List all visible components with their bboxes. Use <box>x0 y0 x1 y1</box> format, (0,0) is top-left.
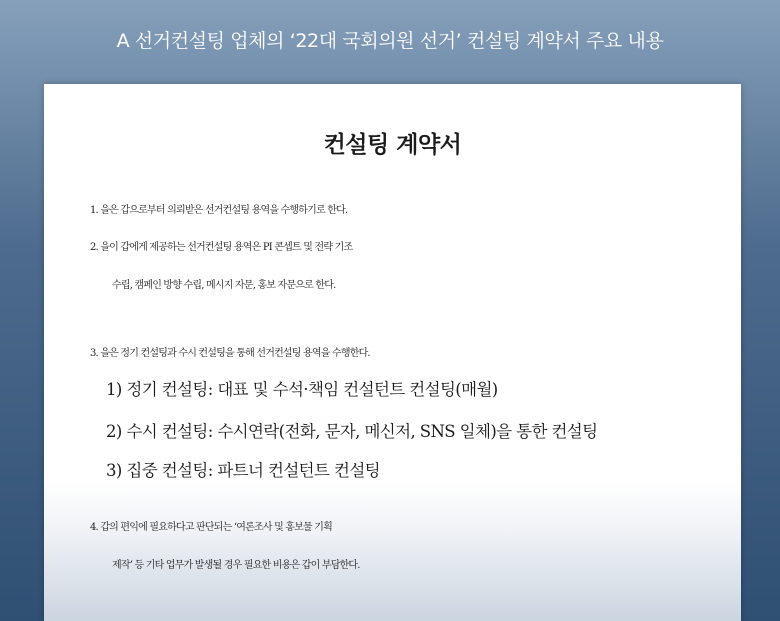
clause-3-sub-item-2: 2) 수시 컨설팅: 수시연락(전화, 문자, 메신저, SNS 일체)을 통한 컨설팅 <box>106 422 598 441</box>
clause-1-line-1: 1. 을은 갑으로부터 의뢰받은 선거컨설팅 용역을 수행하기로 한다. <box>90 205 348 216</box>
contract-document <box>44 84 741 621</box>
header-bar <box>0 0 780 84</box>
document-title: 컨설팅 계약서 <box>323 132 462 158</box>
clause-4 <box>90 509 720 585</box>
clause-3-line-1: 3. 을은 정기 컨설팅과 수시 컨설팅을 통해 선거컨설팅 용역을 수행한다. <box>90 348 370 359</box>
clause-4-line-2: 제작’ 등 기타 업무가 발생될 경우 필요한 비용은 갑이 부담한다. <box>112 560 360 571</box>
clause-1 <box>90 192 720 230</box>
clause-2-line-2: 수립, 캠페인 방향 수립, 메시지 자문, 홍보 자문으로 한다. <box>112 280 336 291</box>
clause-3-sub-item-1: 1) 정기 컨설팅: 대표 및 수석·책임 컨설턴트 컨설팅(매월) <box>106 380 498 399</box>
clause-2 <box>90 229 720 305</box>
header-title: A 선거컨설팅 업체의 ‘22대 국회의원 선거’ 컨설팅 계약서 주요 내용 <box>116 29 664 52</box>
clause-3 <box>90 335 720 373</box>
clause-2-line-1: 2. 을이 갑에게 제공하는 선거컨설팅 용역은 PI 콘셉트 및 전략 기조 <box>90 242 353 253</box>
clause-4-line-1: 4. 갑의 편익에 필요하다고 판단되는 ‘여론조사 및 홍보물 기획 <box>90 522 332 533</box>
clause-3-sub-item-3: 3) 집중 컨설팅: 파트너 컨설턴트 컨설팅 <box>106 461 381 480</box>
